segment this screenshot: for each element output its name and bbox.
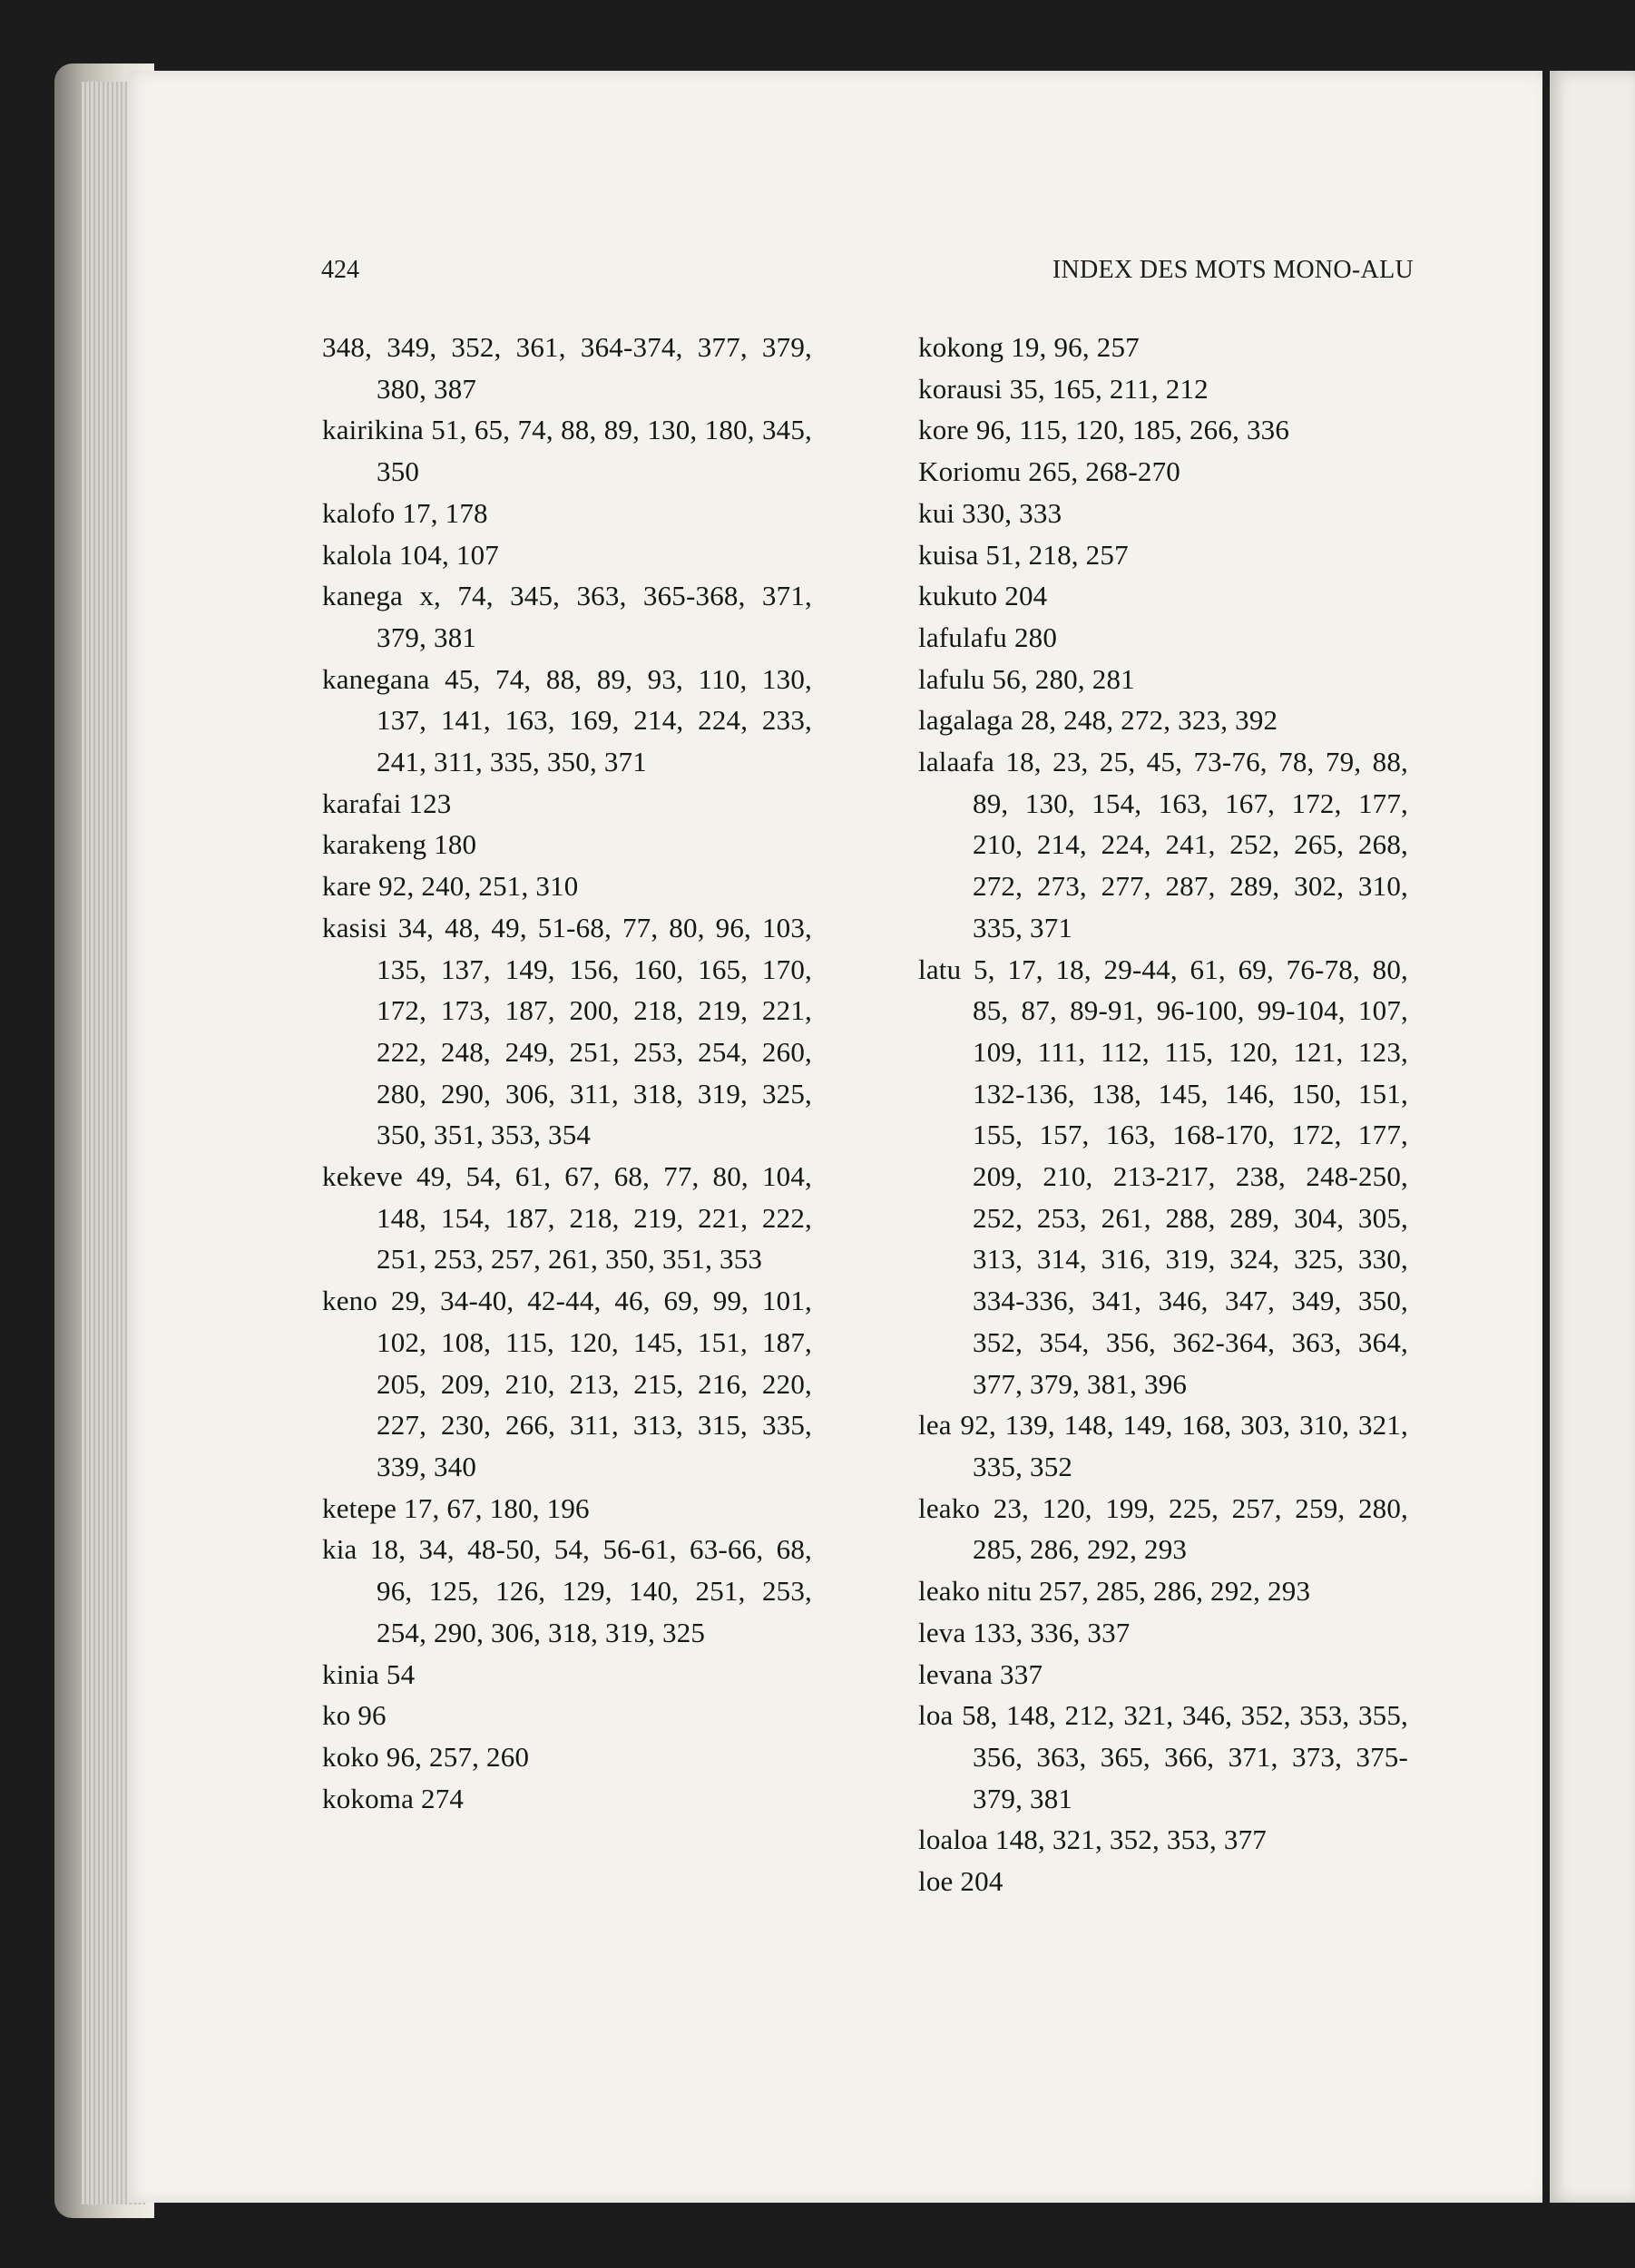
- index-entry: leva 133, 336, 337: [918, 1616, 1131, 1648]
- index-entry: kairikina 51, 65, 74, 88, 89, 130, 180, 345, 350: [322, 414, 812, 488]
- index-entry: kore 96, 115, 120, 185, 266, 336: [918, 414, 1290, 446]
- index-entry: loa 58, 148, 212, 321, 346, 352, 353, 355, 356, 363, 365, 366, 371, 373, 375-379, 381: [918, 1699, 1408, 1814]
- index-entry: kukuto 204: [918, 580, 1048, 612]
- index-entry: leako nitu 257, 285, 286, 292, 293: [918, 1575, 1311, 1608]
- index-entry: kalofo 17, 178: [322, 496, 488, 529]
- index-entry: latu 5, 17, 18, 29-44, 61, 69, 76-78, 80, 85, 87, 89-91, 96-100, 99-104, 107, 109, 111, 112, 115, 120, 121, 123, 132-136, 138, 145, 146, 150, 151, 155, 157, 163, 168-170, 172, 177, 209, 210, 213-217, 238, 248-250, 252, 253, 261, 288, 289, 304, 305, 313, 314, 316, 319, 324, 325, 330, 334-336, 341, 346, 347, 349, 350, 352, 354, 356, 362-364, 363, 364, 377, 379, 381, 396: [918, 953, 1408, 1400]
- index-column-right: [918, 327, 1408, 1902]
- index-column-left: [322, 327, 812, 1819]
- index-entry: kinia 54: [322, 1657, 416, 1690]
- index-entry: kokoma 274: [322, 1782, 465, 1814]
- running-head: INDEX DES MOTS MONO-ALU: [1052, 256, 1414, 284]
- index-entry: kuisa 51, 218, 257: [918, 538, 1129, 571]
- index-entry: kanega x, 74, 345, 363, 365-368, 371, 379, 381: [322, 580, 812, 653]
- index-entry: loaloa 148, 321, 352, 353, 377: [918, 1823, 1267, 1856]
- index-entry: lea 92, 139, 148, 149, 168, 303, 310, 321, 335, 352: [918, 1409, 1408, 1482]
- index-entry: kia 18, 34, 48-50, 54, 56-61, 63-66, 68, 96, 125, 126, 129, 140, 251, 253, 254, 290, 306, 318, 319, 325: [322, 1533, 812, 1648]
- index-entry: Koriomu 265, 268-270: [918, 455, 1181, 488]
- index-entry: korausi 35, 165, 211, 212: [918, 372, 1209, 405]
- index-entry: koko 96, 257, 260: [322, 1740, 530, 1773]
- index-entry: leako 23, 120, 199, 225, 257, 259, 280, 285, 286, 292, 293: [918, 1491, 1408, 1566]
- index-entry: kekeve 49, 54, 61, 67, 68, 77, 80, 104, 148, 154, 187, 218, 219, 221, 222, 251, 253, 257, 261, 350, 351, 353: [322, 1160, 812, 1276]
- index-entry: kokong 19, 96, 257: [918, 331, 1140, 363]
- index-entry: kanegana 45, 74, 88, 89, 93, 110, 130, 137, 141, 163, 169, 214, 224, 233, 241, 311, 335, 350, 371: [322, 662, 812, 778]
- index-entry: kui 330, 333: [918, 496, 1062, 529]
- index-entry: loe 204: [918, 1865, 1004, 1898]
- index-entry: lagalaga 28, 248, 272, 323, 392: [918, 704, 1278, 737]
- index-entry: ketepe 17, 67, 180, 196: [322, 1491, 590, 1524]
- index-entry: ko 96: [322, 1699, 387, 1732]
- index-entry: levana 337: [918, 1657, 1043, 1690]
- index-entry: lafulafu 280: [918, 621, 1058, 653]
- index-entry: lalaafa 18, 23, 25, 45, 73-76, 78, 79, 88, 89, 130, 154, 163, 167, 172, 177, 210, 214, 224, 241, 252, 265, 268, 272, 273, 277, 287, 289, 302, 310, 335, 371: [918, 746, 1408, 943]
- index-entry: karafai 123: [322, 787, 452, 819]
- index-entry: kalola 104, 107: [322, 538, 499, 571]
- index-entry: karakeng 180: [322, 828, 477, 861]
- page-number: 424: [321, 256, 359, 284]
- index-entry: keno 29, 34-40, 42-44, 46, 69, 99, 101, 102, 108, 115, 120, 145, 151, 187, 205, 209, 210, 213, 215, 216, 220, 227, 230, 266, 311, 313, 315, 335, 339, 340: [322, 1285, 812, 1482]
- index-entry: kasisi 34, 48, 49, 51-68, 77, 80, 96, 103, 135, 137, 149, 156, 160, 165, 170, 172, 173, 187, 200, 218, 219, 221, 222, 248, 249, 251, 253, 254, 260, 280, 290, 306, 311, 318, 319, 325, 350, 351, 353, 354: [322, 911, 812, 1151]
- index-entry: lafulu 56, 280, 281: [918, 662, 1135, 695]
- index-entry: 348, 349, 352, 361, 364-374, 377, 379, 380, 387: [322, 331, 812, 405]
- facing-page-edge: [1550, 71, 1635, 2203]
- index-entry: kare 92, 240, 251, 310: [322, 870, 579, 903]
